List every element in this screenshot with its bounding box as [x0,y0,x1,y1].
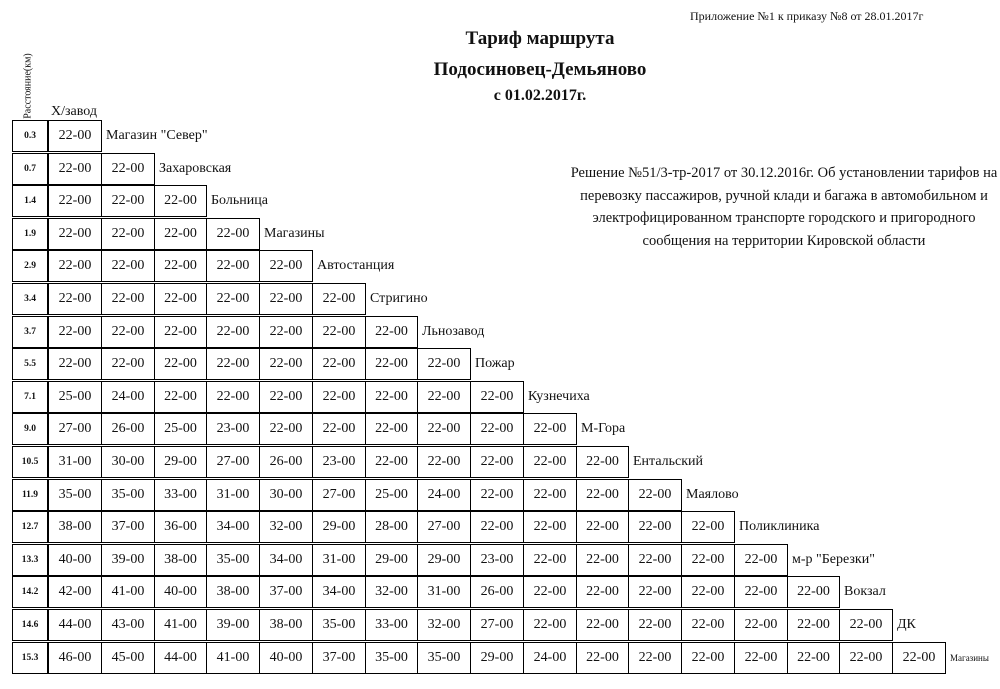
fare-cell: 24-00 [417,479,471,511]
fare-cell: 29-00 [365,544,418,576]
fare-cell: 22-00 [259,381,313,413]
fare-cell: 22-00 [576,576,629,608]
distance-cell: 1.9 [12,218,48,250]
fare-cell: 22-00 [101,185,155,217]
distance-cell: 3.7 [12,316,48,348]
distance-cell: 1.4 [12,185,48,217]
fare-cell: 35-00 [365,642,418,674]
fare-cell: 22-00 [628,576,682,608]
fare-cell: 22-00 [312,413,366,445]
fare-cell: 22-00 [206,218,260,250]
fare-cell: 38-00 [206,576,260,608]
stop-name: Пожар [475,356,515,372]
fare-cell: 22-00 [523,413,577,445]
fare-cell: 22-00 [681,576,735,608]
fare-cell: 22-00 [259,283,313,315]
distance-cell: 3.4 [12,283,48,315]
fare-cell: 26-00 [470,576,524,608]
fare-cell: 33-00 [154,479,207,511]
fare-cell: 22-00 [101,316,155,348]
fare-cell: 29-00 [154,446,207,478]
fare-cell: 26-00 [259,446,313,478]
fare-cell: 43-00 [101,609,155,641]
fare-cell: 22-00 [523,446,577,478]
fare-cell: 24-00 [101,381,155,413]
stop-name: ДК [897,617,916,632]
fare-cell: 28-00 [365,511,418,543]
fare-cell: 27-00 [48,413,102,445]
stop-name: Маялово [686,486,739,502]
fare-cell: 22-00 [101,218,155,250]
stop-name: Автостанция [317,258,395,274]
fare-cell: 22-00 [523,511,577,543]
fare-cell: 22-00 [787,576,840,608]
fare-cell: 22-00 [681,642,735,674]
fare-cell: 22-00 [470,479,524,511]
fare-cell: 22-00 [48,218,102,250]
fare-cell: 22-00 [154,283,207,315]
title-block [380,26,700,106]
fare-cell: 22-00 [470,446,524,478]
fare-cell: 22-00 [417,381,471,413]
fare-cell: 22-00 [576,544,629,576]
fare-cell: 41-00 [101,576,155,608]
fare-cell: 22-00 [681,609,735,641]
fare-cell: 22-00 [206,348,260,380]
distance-cell: 5.5 [12,348,48,380]
fare-cell: 34-00 [206,511,260,543]
fare-cell: 42-00 [48,576,102,608]
stop-name: Поликлиника [739,519,820,535]
fare-cell: 22-00 [576,446,629,478]
fare-cell: 44-00 [154,642,207,674]
fare-cell: 31-00 [48,446,102,478]
fare-cell: 22-00 [628,511,682,543]
fare-cell: 22-00 [154,218,207,250]
fare-cell: 38-00 [48,511,102,543]
fare-cell: 22-00 [523,479,577,511]
document-title: Тариф маршрута [465,28,615,49]
fare-cell: 23-00 [312,446,366,478]
fare-cell: 22-00 [628,642,682,674]
fare-cell: 22-00 [101,153,155,185]
fare-cell: 35-00 [101,479,155,511]
fare-cell: 22-00 [365,413,418,445]
fare-cell: 40-00 [154,576,207,608]
fare-cell: 22-00 [48,120,102,152]
stop-name: Льнозавод [422,323,485,339]
decision-text: Решение №51/3-тр-2017 от 30.12.2016г. Об установлении тарифов на перевозку пассажиров, ручной клади и багажа в автомобильном и электрофицированном транспорте городского и пригородного сообщения на территории Кировской области [570,165,998,249]
fare-cell: 22-00 [101,348,155,380]
fare-cell: 22-00 [48,185,102,217]
fare-cell: 37-00 [101,511,155,543]
fare-cell: 26-00 [101,413,155,445]
stop-name: Магазины [950,652,989,663]
fare-cell: 22-00 [734,642,788,674]
effective-date: с 01.02.2017г. [493,87,587,104]
fare-cell: 41-00 [154,609,207,641]
stop-name: Магазины [264,225,325,241]
fare-cell: 22-00 [523,544,577,576]
fare-cell: 45-00 [101,642,155,674]
fare-cell: 27-00 [206,446,260,478]
distance-cell: 9.0 [12,413,48,445]
start-stop-label: Х/завод [51,104,97,119]
fare-cell: 22-00 [48,316,102,348]
stop-name: Захаровская [159,160,232,176]
stop-name: м-р "Березки" [792,551,875,567]
distance-cell: 11.9 [12,479,48,511]
route-name: Подосиновец-Демьяново [433,59,647,80]
fare-cell: 38-00 [259,609,313,641]
distance-cell: 10.5 [12,446,48,478]
fare-cell: 22-00 [365,381,418,413]
fare-cell: 39-00 [101,544,155,576]
appendix-note: Приложение №1 к приказу №8 от 28.01.2017г [690,9,924,23]
fare-cell: 22-00 [523,609,577,641]
fare-cell: 22-00 [259,316,313,348]
fare-cell: 22-00 [259,348,313,380]
distance-cell: 14.6 [12,609,48,641]
fare-cell: 22-00 [101,250,155,282]
fare-cell: 29-00 [312,511,366,543]
stop-name: Больница [211,193,268,209]
fare-cell: 22-00 [312,283,366,315]
fare-cell: 22-00 [206,283,260,315]
fare-cell: 46-00 [48,642,102,674]
fare-cell: 22-00 [628,609,682,641]
fare-cell: 22-00 [576,511,629,543]
fare-cell: 22-00 [312,348,366,380]
fare-cell: 22-00 [787,609,840,641]
fare-cell: 27-00 [312,479,366,511]
fare-cell: 31-00 [417,576,471,608]
stop-name: Магазин "Север" [106,128,208,143]
fare-cell: 22-00 [734,544,788,576]
fare-cell: 22-00 [681,544,735,576]
fare-cell: 41-00 [206,642,260,674]
fare-cell: 22-00 [48,348,102,380]
distance-column-header: Расстояние(км) [22,53,34,119]
fare-cell: 22-00 [417,413,471,445]
fare-cell: 22-00 [48,283,102,315]
fare-cell: 22-00 [892,642,946,674]
fare-cell: 25-00 [48,381,102,413]
fare-cell: 22-00 [154,348,207,380]
fare-cell: 22-00 [365,446,418,478]
stop-name: Кузнечиха [528,388,590,404]
fare-cell: 27-00 [470,609,524,641]
fare-cell: 22-00 [576,642,629,674]
distance-cell: 12.7 [12,511,48,543]
distance-cell: 7.1 [12,381,48,413]
fare-cell: 22-00 [628,544,682,576]
stop-name: М-Гора [581,421,626,437]
fare-cell: 22-00 [48,153,102,185]
fare-cell: 22-00 [787,642,840,674]
fare-cell: 22-00 [206,381,260,413]
fare-cell: 40-00 [48,544,102,576]
fare-cell: 38-00 [154,544,207,576]
fare-cell: 22-00 [154,381,207,413]
fare-cell: 37-00 [259,576,313,608]
stop-name: Ентальский [633,454,704,469]
fare-cell: 37-00 [312,642,366,674]
fare-cell: 33-00 [365,609,418,641]
fare-cell: 35-00 [48,479,102,511]
fare-cell: 29-00 [417,544,471,576]
fare-cell: 22-00 [417,446,471,478]
fare-cell: 35-00 [206,544,260,576]
fare-cell: 22-00 [101,283,155,315]
fare-cell: 44-00 [48,609,102,641]
fare-cell: 22-00 [312,381,366,413]
distance-cell: 2.9 [12,250,48,282]
fare-cell: 22-00 [470,413,524,445]
distance-cell: 15.3 [12,642,48,674]
fare-cell: 22-00 [681,511,735,543]
fare-cell: 22-00 [206,250,260,282]
fare-cell: 24-00 [523,642,577,674]
fare-cell: 22-00 [365,316,418,348]
fare-cell: 22-00 [154,185,207,217]
fare-cell: 22-00 [734,609,788,641]
fare-cell: 22-00 [48,250,102,282]
fare-cell: 22-00 [576,479,629,511]
fare-cell: 34-00 [312,576,366,608]
stop-name: Вокзал [844,584,886,600]
fare-cell: 32-00 [365,576,418,608]
fare-cell: 22-00 [312,316,366,348]
fare-cell: 29-00 [470,642,524,674]
fare-cell: 32-00 [259,511,313,543]
stop-name: Стригино [370,291,428,306]
fare-cell: 23-00 [206,413,260,445]
fare-cell: 22-00 [470,381,524,413]
fare-cell: 22-00 [365,348,418,380]
fare-cell: 23-00 [470,544,524,576]
distance-cell: 0.7 [12,153,48,185]
distance-cell: 0.3 [12,120,48,152]
fare-cell: 22-00 [206,316,260,348]
fare-cell: 35-00 [312,609,366,641]
fare-cell: 25-00 [154,413,207,445]
fare-cell: 40-00 [259,642,313,674]
fare-cell: 32-00 [417,609,471,641]
fare-cell: 39-00 [206,609,260,641]
fare-cell: 22-00 [734,576,788,608]
fare-cell: 22-00 [417,348,471,380]
fare-cell: 22-00 [839,642,893,674]
fare-cell: 30-00 [259,479,313,511]
fare-cell: 35-00 [417,642,471,674]
fare-cell: 36-00 [154,511,207,543]
fare-cell: 27-00 [417,511,471,543]
distance-cell: 13.3 [12,544,48,576]
fare-cell: 22-00 [259,413,313,445]
fare-cell: 22-00 [576,609,629,641]
distance-cell: 14.2 [12,576,48,608]
fare-cell: 30-00 [101,446,155,478]
fare-cell: 22-00 [154,316,207,348]
fare-cell: 31-00 [312,544,366,576]
fare-cell: 22-00 [839,609,893,641]
fare-cell: 25-00 [365,479,418,511]
fare-cell: 22-00 [628,479,682,511]
fare-cell: 22-00 [523,576,577,608]
fare-cell: 31-00 [206,479,260,511]
fare-cell: 22-00 [154,250,207,282]
fare-cell: 34-00 [259,544,313,576]
fare-cell: 22-00 [259,250,313,282]
fare-cell: 22-00 [470,511,524,543]
